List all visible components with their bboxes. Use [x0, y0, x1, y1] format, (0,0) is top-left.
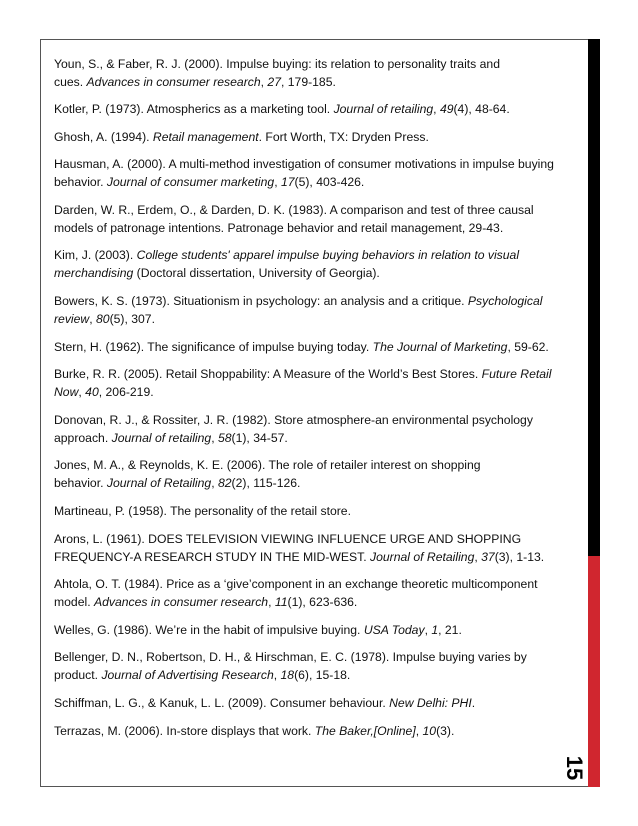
reference-entry: [54, 575, 576, 611]
reference-text: Arons, L. (1961). DOES TELEVISION VIEWING INFLUENCE URGE AND SHOPPING: [54, 531, 522, 546]
reference-text: ,: [211, 430, 218, 445]
reference-text: ,: [89, 311, 96, 326]
reference-text: , 179-185.: [280, 75, 336, 89]
reference-italic-text: Now: [54, 385, 79, 400]
reference-text: . Fort Worth, TX: Dryden Press.: [258, 129, 429, 144]
reference-text: ,: [268, 595, 275, 610]
page-number: 15: [562, 755, 588, 781]
reference-italic-text: Psychological: [467, 293, 543, 308]
reference-entry: [54, 55, 576, 91]
reference-italic-text: Journal of Retailing: [370, 549, 475, 564]
reference-entry: [54, 694, 576, 712]
reference-text: (5), 307.: [109, 311, 155, 326]
reference-text: (1), 623-636.: [287, 595, 358, 610]
reference-text: behavior.: [54, 175, 107, 190]
reference-text: ,: [273, 668, 281, 683]
reference-text: , 21.: [438, 622, 462, 637]
reference-text: ,: [433, 102, 440, 116]
side-bar-red: [588, 556, 600, 787]
reference-italic-text: merchandising: [54, 266, 134, 281]
reference-italic-text: 40: [85, 385, 99, 400]
reference-text: model.: [54, 595, 94, 610]
reference-text: Donovan, R. J., & Rossiter, J. R. (1982). Store atmosphere-an environmental psychology: [54, 412, 533, 427]
reference-italic-text: Future Retail: [481, 367, 552, 382]
reference-text: approach.: [54, 430, 112, 445]
reference-text: Terrazas, M. (2006). In-store displays that work.: [54, 723, 315, 738]
reference-text: ,: [211, 476, 218, 491]
reference-entry: [54, 621, 576, 639]
reference-entry: [54, 100, 576, 118]
reference-italic-text: The Baker,[Online]: [314, 723, 416, 738]
reference-italic-text: 80: [96, 311, 110, 326]
reference-entry: [54, 338, 576, 356]
reference-text: Bellenger, D. N., Robertson, D. H., & Hirschman, E. C. (1978). Impulse buying varies by: [54, 650, 527, 665]
reference-text: cues.: [54, 75, 87, 89]
reference-text: Darden, W. R., Erdem, O., & Darden, D. K. (1983). A comparison and test of three causal: [54, 202, 534, 217]
reference-text: ,: [78, 385, 86, 400]
reference-entry: [54, 128, 576, 146]
reference-italic-text: Retail management: [152, 129, 259, 144]
reference-italic-text: 49: [439, 102, 454, 116]
reference-text: Bowers, K. S. (1973). Situationism in psychology: an analysis and a critique.: [54, 293, 468, 308]
reference-entry: [54, 201, 576, 237]
reference-text: Burke, R. R. (2005). Retail Shoppability: A Measure of the World’s Best Stores.: [54, 367, 482, 382]
reference-text: Schiffman, L. G., & Kanuk, L. L. (2009). Consumer behaviour.: [54, 695, 390, 710]
reference-text: Hausman, A. (2000). A multi-method investigation of consumer motivations in impulse buying: [54, 157, 554, 172]
reference-text: FREQUENCY-A RESEARCH STUDY IN THE MID-WEST.: [54, 549, 371, 564]
reference-text: ,: [424, 622, 432, 637]
reference-italic-text: 1: [431, 622, 439, 637]
reference-entry: [54, 365, 576, 401]
reference-text: behavior.: [54, 476, 107, 491]
reference-entry: [54, 155, 576, 191]
reference-italic-text: 18: [280, 668, 295, 683]
reference-text: (Doctoral dissertation, University of Georgia).: [133, 266, 380, 281]
reference-italic-text: review: [54, 311, 90, 326]
reference-text: (6), 15-18.: [294, 668, 351, 683]
reference-entry: [54, 411, 576, 447]
reference-italic-text: Journal of retailing: [111, 430, 212, 445]
reference-text: Youn, S., & Faber, R. J. (2000). Impulse buying: its relation to personality traits and: [54, 57, 500, 71]
reference-italic-text: College students' apparel impulse buying behaviors in relation to visual: [136, 248, 520, 263]
reference-italic-text: USA Today: [363, 622, 425, 637]
reference-text: , 206-219.: [98, 385, 154, 400]
reference-list: [54, 55, 576, 749]
reference-entry: [54, 502, 576, 520]
reference-italic-text: Advances in consumer research: [86, 75, 261, 89]
reference-entry: [54, 530, 576, 566]
reference-text: Jones, M. A., & Reynolds, K. E. (2006). The role of retailer interest on shopping: [54, 458, 481, 473]
reference-text: .: [471, 695, 476, 710]
reference-entry: [54, 246, 576, 282]
reference-text: (5), 403-426.: [294, 175, 365, 190]
reference-italic-text: 27: [267, 75, 281, 89]
reference-italic-text: 58: [217, 430, 232, 445]
reference-text: Martineau, P. (1958). The personality of the retail store.: [54, 503, 351, 518]
page-number-box: [562, 748, 586, 788]
reference-italic-text: New Delhi: PHI: [389, 695, 472, 710]
reference-italic-text: 37: [481, 549, 495, 564]
reference-italic-text: The Journal of Marketing: [372, 339, 508, 354]
reference-italic-text: Advances in consumer research: [93, 595, 269, 610]
reference-italic-text: Journal of Retailing: [106, 476, 212, 491]
reference-italic-text: 10: [422, 723, 437, 738]
reference-italic-text: 11: [274, 595, 288, 610]
side-bar-black: [588, 39, 600, 556]
reference-text: product.: [54, 668, 102, 683]
reference-text: (3), 1-13.: [494, 549, 545, 564]
reference-italic-text: Journal of Advertising Research: [101, 668, 274, 683]
reference-entry: [54, 722, 576, 740]
reference-text: Ghosh, A. (1994).: [54, 129, 153, 144]
reference-text: Stern, H. (1962). The significance of impulse buying today.: [54, 339, 373, 354]
reference-text: models of patronage intentions. Patronage behavior and retail management, 29-43.: [54, 220, 504, 235]
reference-text: (4), 48-64.: [453, 102, 510, 116]
reference-italic-text: Journal of retailing: [333, 102, 434, 116]
reference-text: Welles, G. (1986). We’re in the habit of impulsive buying.: [54, 622, 364, 637]
reference-italic-text: 17: [280, 175, 295, 190]
reference-text: (1), 34-57.: [231, 430, 288, 445]
reference-text: Kotler, P. (1973). Atmospherics as a marketing tool.: [54, 102, 334, 116]
reference-entry: [54, 456, 576, 492]
reference-text: ,: [415, 723, 423, 738]
reference-text: (3).: [436, 723, 455, 738]
reference-text: ,: [474, 549, 482, 564]
reference-text: Kim, J. (2003).: [54, 248, 137, 263]
reference-text: , 59-62.: [507, 339, 549, 354]
reference-text: ,: [274, 175, 281, 190]
reference-entry: [54, 292, 576, 328]
reference-italic-text: 82: [217, 476, 232, 491]
reference-italic-text: Journal of consumer marketing: [106, 175, 275, 190]
reference-text: Ahtola, O. T. (1984). Price as a ‘give’component in an exchange theoretic multicomponent: [54, 577, 538, 592]
reference-text: (2), 115-126.: [231, 476, 301, 491]
reference-text: ,: [260, 75, 268, 89]
reference-entry: [54, 648, 576, 684]
